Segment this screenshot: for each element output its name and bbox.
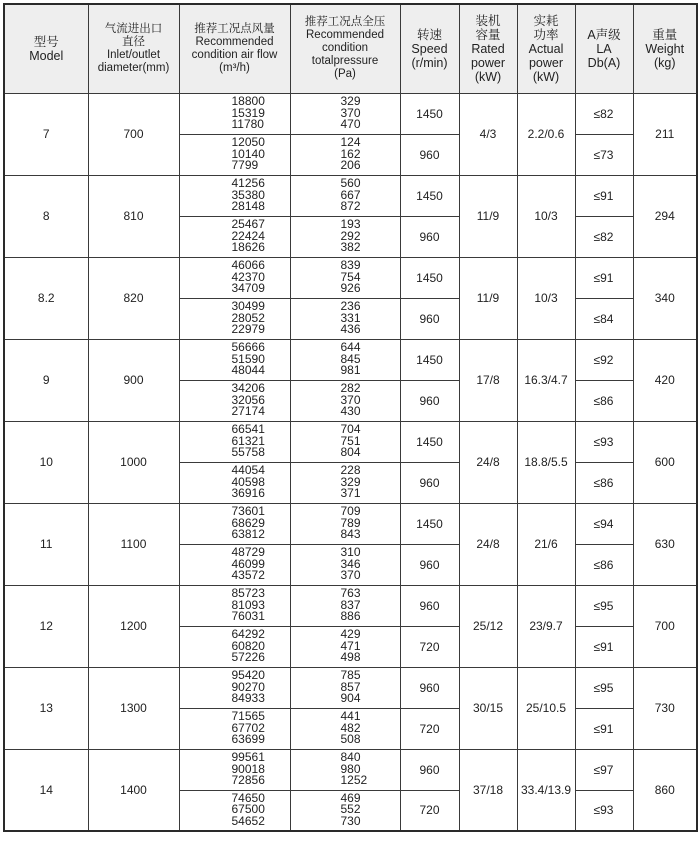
pressure-cell-value: 804 <box>340 445 361 460</box>
speed-cell: 1450 <box>400 257 459 298</box>
airflow-cell-value: 32056 <box>231 392 265 407</box>
header-rated-power <box>459 4 517 93</box>
pressure-cell-value: 704 <box>340 421 361 436</box>
airflow-cell-value: 44054 <box>231 462 265 477</box>
header-pressure <box>290 4 400 93</box>
pressure-cell <box>290 93 400 134</box>
pressure-cell <box>290 175 400 216</box>
header-line: diameter(mm) <box>97 61 170 74</box>
pressure-cell-value: 193 <box>340 216 361 231</box>
pressure-cell <box>290 708 400 749</box>
airflow-cell-value: 66541 <box>231 421 265 436</box>
rated-power-cell: 25/12 <box>459 585 517 667</box>
pressure-cell-value: 236 <box>340 298 361 313</box>
speed-cell: 960 <box>400 544 459 585</box>
airflow-cell <box>179 790 290 831</box>
model-cell: 7 <box>4 93 88 175</box>
airflow-cell-value: 74650 <box>231 790 265 805</box>
pressure-cell-value: 845 <box>340 351 361 366</box>
noise-cell: ≤92 <box>575 339 633 380</box>
actual-power-cell: 18.8/5.5 <box>517 421 575 503</box>
header-noise <box>575 4 633 93</box>
airflow-cell-value: 55758 <box>231 445 265 460</box>
header-line: 装机 <box>475 13 501 28</box>
header-model <box>4 4 88 93</box>
pressure-cell-value: 1252 <box>340 773 368 788</box>
pressure-cell-value: 751 <box>340 433 361 448</box>
airflow-cell-value: 72856 <box>231 773 265 788</box>
airflow-cell-value: 48729 <box>231 544 265 559</box>
airflow-cell-value: 41256 <box>231 175 265 190</box>
header-line: (kg) <box>653 55 676 70</box>
airflow-cell-value: 71565 <box>231 708 265 723</box>
pressure-cell <box>290 790 400 831</box>
airflow-cell-value: 22424 <box>231 228 265 243</box>
diameter-cell: 820 <box>88 257 179 339</box>
table-header <box>4 4 697 93</box>
pressure-cell-value: 471 <box>340 638 361 653</box>
pressure-cell-value: 370 <box>340 105 361 120</box>
pressure-cell-value: 470 <box>340 117 361 132</box>
actual-power-cell: 16.3/4.7 <box>517 339 575 421</box>
pressure-cell-value: 329 <box>340 93 361 108</box>
pressure-cell-value: 329 <box>340 474 361 489</box>
pressure-cell-value: 560 <box>340 175 361 190</box>
pressure-cell-value: 331 <box>340 310 361 325</box>
model-cell: 9 <box>4 339 88 421</box>
noise-cell: ≤73 <box>575 134 633 175</box>
table-row <box>4 749 697 790</box>
header-line: 推荐工况点风量 <box>194 22 275 35</box>
header-line: (Pa) <box>334 68 356 81</box>
airflow-cell-value: 99561 <box>231 749 265 764</box>
header-line: condition <box>321 42 369 55</box>
airflow-cell-value: 85723 <box>231 585 265 600</box>
speed-cell: 960 <box>400 380 459 421</box>
pressure-cell-value: 644 <box>340 339 361 354</box>
pressure-cell-value: 980 <box>340 761 361 776</box>
header-actual-power <box>517 4 575 93</box>
pressure-cell-value: 926 <box>340 281 361 296</box>
airflow-cell-value: 34709 <box>231 281 265 296</box>
airflow-cell-value: 57226 <box>231 650 265 665</box>
noise-cell: ≤91 <box>575 626 633 667</box>
table-row <box>4 421 697 462</box>
pressure-cell-value: 754 <box>340 269 361 284</box>
pressure-cell-value: 228 <box>340 462 361 477</box>
airflow-cell-value: 76031 <box>231 609 265 624</box>
noise-cell: ≤91 <box>575 175 633 216</box>
table-body <box>4 93 697 831</box>
header-line: 功率 <box>533 27 559 42</box>
pressure-cell-value: 763 <box>340 585 361 600</box>
airflow-cell <box>179 585 290 626</box>
pressure-cell-value: 789 <box>340 515 361 530</box>
airflow-cell-value: 54652 <box>231 814 265 829</box>
weight-cell: 730 <box>633 667 697 749</box>
airflow-cell-value: 36916 <box>231 486 265 501</box>
header-line: 容量 <box>475 27 501 42</box>
weight-cell: 700 <box>633 585 697 667</box>
pressure-cell <box>290 462 400 503</box>
table-row <box>4 585 697 626</box>
airflow-cell-value: 90270 <box>231 679 265 694</box>
header-diameter <box>88 4 179 93</box>
speed-cell: 1450 <box>400 175 459 216</box>
noise-cell: ≤86 <box>575 462 633 503</box>
header-line: LA <box>596 41 612 56</box>
speed-cell: 960 <box>400 749 459 790</box>
table-row <box>4 667 697 708</box>
airflow-cell <box>179 134 290 175</box>
table-row <box>4 257 697 298</box>
rated-power-cell: 11/9 <box>459 257 517 339</box>
header-line: 型号 <box>33 34 59 49</box>
pressure-cell <box>290 257 400 298</box>
pressure-cell-value: 441 <box>340 708 361 723</box>
pressure-cell <box>290 749 400 790</box>
airflow-cell <box>179 257 290 298</box>
pressure-cell <box>290 503 400 544</box>
airflow-cell <box>179 667 290 708</box>
header-line: power <box>470 55 506 70</box>
weight-cell: 600 <box>633 421 697 503</box>
noise-cell: ≤82 <box>575 93 633 134</box>
header-line: 转速 <box>416 27 442 42</box>
diameter-cell: 900 <box>88 339 179 421</box>
pressure-cell-value: 857 <box>340 679 361 694</box>
airflow-cell-value: 63699 <box>231 732 265 747</box>
rated-power-cell: 30/15 <box>459 667 517 749</box>
pressure-cell-value: 382 <box>340 240 361 255</box>
speed-cell: 960 <box>400 298 459 339</box>
fan-spec-table <box>3 3 698 832</box>
pressure-cell-value: 498 <box>340 650 361 665</box>
pressure-cell-value: 282 <box>340 380 361 395</box>
diameter-cell: 1300 <box>88 667 179 749</box>
model-cell: 8 <box>4 175 88 257</box>
header-line: (r/min) <box>411 55 448 70</box>
airflow-cell <box>179 749 290 790</box>
noise-cell: ≤86 <box>575 544 633 585</box>
pressure-cell-value: 667 <box>340 187 361 202</box>
airflow-cell-value: 43572 <box>231 568 265 583</box>
model-cell: 11 <box>4 503 88 585</box>
pressure-cell-value: 469 <box>340 790 361 805</box>
airflow-cell-value: 90018 <box>231 761 265 776</box>
pressure-cell-value: 310 <box>340 544 361 559</box>
pressure-cell-value: 370 <box>340 392 361 407</box>
speed-cell: 1450 <box>400 339 459 380</box>
actual-power-cell: 21/6 <box>517 503 575 585</box>
diameter-cell: 1100 <box>88 503 179 585</box>
pressure-cell-value: 872 <box>340 199 361 214</box>
header-line: totalpressure <box>311 55 379 68</box>
pressure-cell <box>290 544 400 585</box>
header-line: power <box>528 55 564 70</box>
header-line: Recommended <box>306 29 384 42</box>
pressure-cell <box>290 667 400 708</box>
noise-cell: ≤84 <box>575 298 633 339</box>
airflow-cell-value: 67702 <box>231 720 265 735</box>
speed-cell: 720 <box>400 790 459 831</box>
header-weight <box>633 4 697 93</box>
model-cell: 12 <box>4 585 88 667</box>
pressure-cell-value: 785 <box>340 667 361 682</box>
pressure-cell-value: 370 <box>340 568 361 583</box>
pressure-cell-value: 371 <box>340 486 361 501</box>
pressure-cell-value: 162 <box>340 146 361 161</box>
diameter-cell: 1000 <box>88 421 179 503</box>
airflow-cell <box>179 339 290 380</box>
airflow-cell-value: 30499 <box>231 298 265 313</box>
table-row <box>4 503 697 544</box>
airflow-cell <box>179 462 290 503</box>
pressure-cell <box>290 339 400 380</box>
rated-power-cell: 17/8 <box>459 339 517 421</box>
pressure-cell-value: 346 <box>340 556 361 571</box>
airflow-cell-value: 46066 <box>231 257 265 272</box>
pressure-cell <box>290 421 400 462</box>
airflow-cell-value: 64292 <box>231 626 265 641</box>
speed-cell: 720 <box>400 626 459 667</box>
pressure-cell-value: 886 <box>340 609 361 624</box>
noise-cell: ≤95 <box>575 667 633 708</box>
rated-power-cell: 24/8 <box>459 421 517 503</box>
airflow-cell-value: 48044 <box>231 363 265 378</box>
pressure-cell-value: 843 <box>340 527 361 542</box>
weight-cell: 630 <box>633 503 697 585</box>
model-cell: 14 <box>4 749 88 831</box>
weight-cell: 340 <box>633 257 697 339</box>
header-line: 实耗 <box>533 13 559 28</box>
airflow-cell-value: 51590 <box>231 351 265 366</box>
diameter-cell: 1200 <box>88 585 179 667</box>
noise-cell: ≤97 <box>575 749 633 790</box>
noise-cell: ≤82 <box>575 216 633 257</box>
pressure-cell-value: 430 <box>340 404 361 419</box>
speed-cell: 1450 <box>400 93 459 134</box>
header-line: Rated <box>471 41 505 56</box>
actual-power-cell: 23/9.7 <box>517 585 575 667</box>
weight-cell: 860 <box>633 749 697 831</box>
airflow-cell <box>179 216 290 257</box>
header-line: Db(A) <box>587 55 621 70</box>
weight-cell: 211 <box>633 93 697 175</box>
airflow-cell-value: 11780 <box>231 117 264 132</box>
noise-cell: ≤95 <box>575 585 633 626</box>
pressure-cell <box>290 585 400 626</box>
noise-cell: ≤93 <box>575 421 633 462</box>
table-row <box>4 339 697 380</box>
header-line: 重量 <box>652 27 678 42</box>
table-row <box>4 93 697 134</box>
airflow-cell <box>179 503 290 544</box>
header-line: (kW) <box>474 69 502 84</box>
pressure-cell <box>290 380 400 421</box>
pressure-cell <box>290 216 400 257</box>
actual-power-cell: 10/3 <box>517 175 575 257</box>
airflow-cell-value: 12050 <box>231 134 265 149</box>
airflow-cell <box>179 544 290 585</box>
model-cell: 8.2 <box>4 257 88 339</box>
actual-power-cell: 2.2/0.6 <box>517 93 575 175</box>
speed-cell: 1450 <box>400 503 459 544</box>
airflow-cell <box>179 380 290 421</box>
pressure-cell-value: 124 <box>340 134 361 149</box>
diameter-cell: 700 <box>88 93 179 175</box>
actual-power-cell: 33.4/13.9 <box>517 749 575 831</box>
airflow-cell-value: 25467 <box>231 216 265 231</box>
airflow-cell-value: 34206 <box>231 380 265 395</box>
airflow-cell-value: 84933 <box>231 691 265 706</box>
header-line: A声级 <box>587 27 621 42</box>
speed-cell: 960 <box>400 216 459 257</box>
pressure-cell <box>290 134 400 175</box>
airflow-cell <box>179 421 290 462</box>
speed-cell: 1450 <box>400 421 459 462</box>
header-line: condition air flow <box>191 48 278 61</box>
header-line: Model <box>29 48 64 63</box>
airflow-cell-value: 46099 <box>231 556 265 571</box>
pressure-cell-value: 981 <box>340 363 361 378</box>
pressure-cell-value: 709 <box>340 503 361 518</box>
rated-power-cell: 24/8 <box>459 503 517 585</box>
header-line: 直径 <box>122 35 145 48</box>
noise-cell: ≤91 <box>575 708 633 749</box>
pressure-cell-value: 508 <box>340 732 361 747</box>
model-cell: 13 <box>4 667 88 749</box>
noise-cell: ≤91 <box>575 257 633 298</box>
header-line: Actual <box>528 41 564 56</box>
airflow-cell-value: 61321 <box>231 433 265 448</box>
header-line: (kW) <box>532 69 560 84</box>
airflow-cell-value: 10140 <box>231 146 265 161</box>
airflow-cell-value: 63812 <box>231 527 265 542</box>
pressure-cell-value: 904 <box>340 691 361 706</box>
rated-power-cell: 11/9 <box>459 175 517 257</box>
noise-cell: ≤94 <box>575 503 633 544</box>
pressure-cell-value: 730 <box>340 814 361 829</box>
speed-cell: 960 <box>400 667 459 708</box>
airflow-cell <box>179 626 290 667</box>
airflow-cell <box>179 298 290 339</box>
airflow-cell-value: 42370 <box>231 269 265 284</box>
airflow-cell-value: 35380 <box>231 187 265 202</box>
pressure-cell-value: 552 <box>340 802 361 817</box>
header-line: Weight <box>645 41 685 56</box>
airflow-cell <box>179 708 290 749</box>
pressure-cell-value: 837 <box>340 597 361 612</box>
header-line: (m³/h) <box>219 61 250 74</box>
airflow-cell-value: 95420 <box>231 667 265 682</box>
speed-cell: 960 <box>400 585 459 626</box>
noise-cell: ≤86 <box>575 380 633 421</box>
header-line: Speed <box>411 41 448 56</box>
airflow-cell <box>179 175 290 216</box>
pressure-cell-value: 206 <box>340 158 361 173</box>
diameter-cell: 810 <box>88 175 179 257</box>
pressure-cell <box>290 298 400 339</box>
speed-cell: 720 <box>400 708 459 749</box>
pressure-cell-value: 839 <box>340 257 361 272</box>
airflow-cell-value: 7799 <box>231 158 259 173</box>
airflow-cell-value: 60820 <box>231 638 265 653</box>
actual-power-cell: 25/10.5 <box>517 667 575 749</box>
header-airflow <box>179 4 290 93</box>
weight-cell: 420 <box>633 339 697 421</box>
table-row <box>4 175 697 216</box>
pressure-cell-value: 292 <box>340 228 361 243</box>
airflow-cell-value: 28148 <box>231 199 265 214</box>
noise-cell: ≤93 <box>575 790 633 831</box>
airflow-cell-value: 28052 <box>231 310 265 325</box>
speed-cell: 960 <box>400 134 459 175</box>
header-speed <box>400 4 459 93</box>
airflow-cell-value: 73601 <box>231 503 265 518</box>
diameter-cell: 1400 <box>88 749 179 831</box>
header-row <box>4 4 697 93</box>
pressure-cell-value: 482 <box>340 720 361 735</box>
airflow-cell-value: 81093 <box>231 597 265 612</box>
pressure-cell-value: 429 <box>340 626 361 641</box>
rated-power-cell: 37/18 <box>459 749 517 831</box>
pressure-cell-value: 840 <box>340 749 361 764</box>
header-line: 推荐工况点全压 <box>304 16 386 29</box>
header-line: 气流进出口 <box>104 22 163 35</box>
airflow-cell-value: 27174 <box>231 404 265 419</box>
header-line: Recommended <box>195 35 274 48</box>
header-line: Inlet/outlet <box>106 48 161 61</box>
pressure-cell <box>290 626 400 667</box>
speed-cell: 960 <box>400 462 459 503</box>
airflow-cell-value: 67500 <box>231 802 265 817</box>
weight-cell: 294 <box>633 175 697 257</box>
airflow-cell-value: 40598 <box>231 474 265 489</box>
rated-power-cell: 4/3 <box>459 93 517 175</box>
airflow-cell-value: 18800 <box>231 93 265 108</box>
airflow-cell-value: 15319 <box>231 105 265 120</box>
airflow-cell-value: 68629 <box>231 515 265 530</box>
airflow-cell-value: 18626 <box>231 240 265 255</box>
airflow-cell-value: 22979 <box>231 322 265 337</box>
airflow-cell-value: 56666 <box>231 339 265 354</box>
actual-power-cell: 10/3 <box>517 257 575 339</box>
model-cell: 10 <box>4 421 88 503</box>
airflow-cell <box>179 93 290 134</box>
pressure-cell-value: 436 <box>340 322 361 337</box>
